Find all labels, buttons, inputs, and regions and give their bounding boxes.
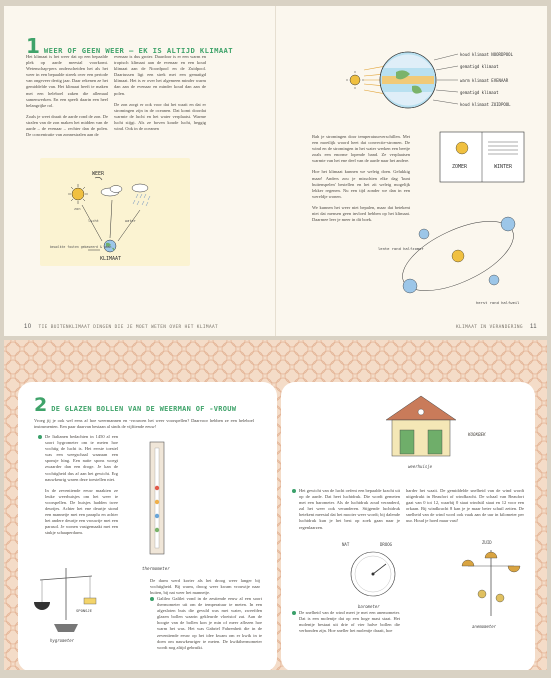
bewolkte-label: bewolkte fouten gebaseerd & gaan: [50, 245, 112, 249]
bullet-hygrometer: [38, 434, 118, 542]
sponsje-label: SPONSJE: [76, 608, 93, 613]
paragraph: Bah je stromingen door temperatuurverschillen. Met een moeilijk woord heet dat convectie-stromen. De wind en de stromingen in het water werken een beetje zoals een enorme lopende band. Ze verplaatsen warmte van het ene deel van de aarde naar het andere.: [312, 134, 410, 164]
hygrometer-caption: hygrometer: [50, 638, 75, 643]
barometer-illustration: [338, 536, 408, 616]
lucht-label: lucht: [88, 219, 99, 223]
paragraph: Vroeg jij je ook wel eens af hoe weermannen en -vrouwen het weer voorspellen? Daarvoor hebben ze een heleboel instrumenten. Een paar daarvan bestaan al sinds de vijftiende eeuw!: [34, 418, 254, 430]
paragraph: We kunnen het weer niet bepalen, maar dat betekent niet dat mensen geen invloed hebben op het klimaat. Daarmee leer je meer in dit boek.: [312, 204, 410, 223]
section-number: 1: [26, 34, 40, 58]
paragraph: harder het waait. De gemiddelde snelheid van de wind wordt uitgedrukt in Beaufort of windkracht. De schaal van Beaufort gaat van 0 tot 12, waarbij 0 staat windstil staat en 12 voor een orkaan. Bij windkracht 8 kan je je maar beter schuil zetten. De snelheid van de wind word ook vaak aan de uur in kilometer per uur. Houd je hoed maar vast!: [406, 488, 524, 524]
zone-label: koud klimaat NOORDPOOL: [460, 52, 513, 57]
top-spread: [4, 6, 547, 336]
gutter: [275, 6, 276, 336]
right-column-text: [406, 488, 524, 530]
bullet-dot: [292, 611, 296, 615]
thermometer-illustration: [128, 438, 188, 578]
seasons-book-illustration: [434, 128, 530, 186]
weather-house-illustration: [376, 390, 466, 472]
weerhuisje-caption: weerhuisje: [408, 464, 433, 469]
section-title: DE GLAZEN BOLLEN VAN DE WEERMAN OF -VROUW: [51, 405, 237, 413]
paragraph: evenaar is dus groter. Daardoor is er een warm en tropisch klimaat aan de evenaar en een koud klimaat aan de Noordpool en de Zuidpool. Daartussen ligt een strek met een gematigd klimaat. Het is er over het algemeen minder warm dan aan de evenaar en minder koud dan aan de polen.: [114, 54, 206, 96]
rain-icon: [133, 194, 150, 206]
sun-icon: [346, 71, 364, 89]
bullet-barometer: [292, 488, 400, 531]
winter-label: WINTER: [494, 164, 513, 170]
droog-label: DROOG: [380, 542, 393, 547]
sun-icon: [68, 184, 88, 204]
bullet-anemometer: [292, 610, 400, 634]
paragraph: De darm werd korter als het droog weer langer bij vochtigheid. Bij warm, droog weer kwam vrouwtje naar buiten, bij nat weer het mannetje.: [150, 578, 260, 596]
zone-label: gematigd klimaat: [460, 64, 499, 69]
cloud-icon: [101, 184, 148, 196]
section-number: 2: [34, 394, 48, 416]
klimaat-label: KLIMAAT: [100, 256, 122, 262]
running-title: TIE BUITENKLIMAAT DINGEN DIE JE MOET WETEN OVER HET KLIMAAT: [38, 325, 219, 330]
thermometer-caption: thermometer: [142, 566, 170, 571]
running-title: KLIMAAT IN VERANDERING: [456, 325, 523, 330]
bullet-dot: [292, 489, 296, 493]
weer-label: WEER: [92, 171, 105, 177]
zone-leaders: [433, 54, 458, 104]
page-number: 10: [24, 324, 32, 330]
climate-zones-diagram: [338, 32, 528, 124]
footer-left: [24, 324, 218, 330]
zone-label: warm klimaat EVENAAR: [460, 78, 509, 83]
paragraph: De Italianen bedachten in 1450 al een soort hygrometer om te meten hoe vochtig de lucht is. Het eerste toestel was een weegschaal waaraan een sponsje hing. Een natte spons woegt zwaarder dan een droge. Je kan de vochtigheid dus af aan het gewicht. Erg nauwkeurig waren deze toestellen niet. In de zeventiende eeuw maakten ze leuke weerhuisjes om het weer te voorspellen. De huisjes hadden twee deurtjes. Achter het ene deurtje stond een mannetje met een paraplu en achter het andere deurtje een vrouwtje met een parasol. Je wonen vastgemaakt met een stukje schaaperdarm.: [45, 434, 118, 536]
earth-zones: [380, 52, 436, 108]
zuid-label: ZUID: [482, 540, 492, 545]
paragraph: Hoe het klimaat kunnen we weleig doen. Gelukkig maar! Anders zou je misschien elke dag 'kunt buitenspelen' bestellen en het zit weleig mogelijk lekker regenen. Nu een tijd zonder we dan in een wereldje wonen.: [312, 169, 410, 199]
paragraph: De snelheid van de wind meet je met een anemometer. Dat is een molentje dat op een hoge mast staat. Het molentje bestaat uit drie of vier halve bollen die verbonden zijn. Hoe sneller het molentje draait, hoe: [299, 610, 400, 634]
lente-label: lente rond halfzomer: [378, 246, 424, 251]
zon-label: zon: [74, 207, 81, 211]
paragraph: Het klimaat is het weer dat op een bepaalde plek op aarde meestal voorkomt. Wetenschap-pers onderscheiden het als het weer in een bepaalde streek over een periode van ongeveer dertig jaar. Daar rekenen ze het gemiddelde van. Het klimaat heeft te maken met een heleboel zaken die allemaal samenwerken. En een speelt daarin een heel belangrijke rol.: [26, 54, 108, 108]
anemometer-illustration: [454, 536, 528, 632]
text-column-2: [114, 54, 206, 137]
weather-diagram-svg: [40, 158, 190, 266]
weather-climate-diagram: [40, 158, 190, 266]
footer-right: [456, 324, 541, 330]
hygrometer-illustration: [26, 562, 106, 644]
anemometer-caption: anemometer: [472, 624, 497, 629]
bullet-thermometer: [150, 596, 262, 651]
paragraph: Het gewicht van de lucht oefent een bepaalde kracht uit op de aarde. Dat heet luchtdruk. Die wordt gemeten met een barometer. Als de luchtdruk zoud veranderd, zal het weer ook veranderen. Stijgende luchtdruk betekent meestal dat het mooier weer wordt; bij dalende luchtdruk kun je het best op zoek gaan naar je regenlaarzen.: [299, 488, 400, 530]
earth-orbit-diagram: [376, 204, 530, 316]
section-2-header: [34, 394, 236, 416]
paragraph: De zon zorgt er ook voor dat het waait en dat er stromingen zijn in de oceanen. Dat komt doordat warmte de lucht en het water verplaatst. Warme lucht stijgt. Als ze boven koude lucht, heggig wind. Ook in de oceanen: [114, 101, 206, 132]
bullet-dot: [150, 597, 154, 601]
kookbek-label: KOOKBEK: [468, 432, 486, 437]
herfst-label: herst rond halfweil: [476, 300, 520, 305]
bottom-spread: [4, 340, 547, 670]
section-title: WEER OF GEEN WEER – EK IS ALTIJD KLIMAAT: [43, 46, 234, 55]
water-label: water: [125, 219, 136, 223]
nat-label: NAT: [342, 542, 350, 547]
paragraph: Zoals je weet draait de aarde rond de zon. De stralen van de zon maken het midden van de aarde – de evenaar – rechter dan de polen. De concentratie van zonnestralen aan de: [26, 113, 108, 138]
sun-icon: [452, 250, 464, 262]
page-number: 11: [530, 324, 538, 330]
bullet-dot: [38, 435, 42, 439]
summer-sun-icon: [456, 142, 468, 154]
text-column-1: [26, 54, 108, 143]
book-spread: [4, 6, 547, 670]
zone-label: gematigd klimaat: [460, 90, 499, 95]
zone-label: koud klimaat ZUIDPOOL: [460, 102, 511, 107]
zomer-label: ZOMER: [452, 164, 468, 170]
paragraph: Galileo Galilei vond in de zestiende eeuw al een soort thermometer uit om de temperatuur te meten. In een afgesloten buis die gevuld was met water, zweefden glazen bollen waarin gekleurde vloeistof zat. Aan de hoogte van de bollen kon je min of meer aflezen hoe warm het was. Het was Gabriel Fahrenheit die in de zeventiende eeuw op het idee kwam om er kwik in te doen om nauwkeuriger te meten. De kwikthermometer wordt nog altijd gebruikt.: [157, 596, 262, 650]
intro-paragraph: [34, 418, 254, 435]
barometer-caption: barometer: [358, 604, 380, 609]
